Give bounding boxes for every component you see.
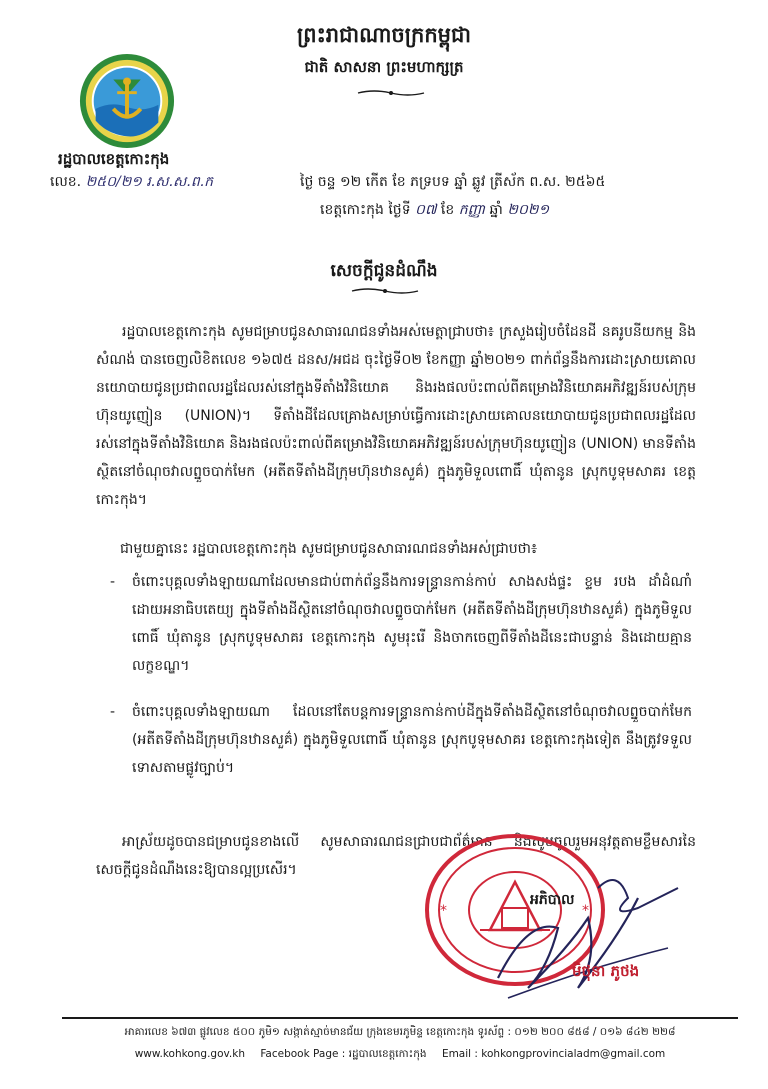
footer-address: អាគារលេខ ៦៧៣ ផ្លូវលេខ ៥០០ ភូមិ១ សង្កាត់ស្មាច់មានជ័យ ក្រុងខេមរភូមិន្ទ ខេត្តកោះកុង ទូរស័ព្ទ : ០១២ ២០០ ៨៥៨ / ០១៦ ៨៤២ ២២៨	[124, 1026, 676, 1038]
date-place-prefix: ខេត្តកោះកុង ថ្ងៃទី	[320, 202, 411, 218]
date-month: កញ្ញា	[458, 202, 486, 218]
signer-name: មិថុនា ភូថង	[572, 962, 640, 980]
reference-number: ២៥០/២១	[85, 174, 142, 190]
body-paragraph-3: អាស្រ័យដូចបានជម្រាបជូនខាងលើ សូមសាធារណជនជ្រាបជាព័ត៌មាន និងសូមចូលរួមអនុវត្តតាមខ្លឹមសារនៃសេចក្តីជូនដំណឹងនេះឱ្យបានល្អប្រសើរ។	[96, 834, 696, 878]
date-year: ២០២១	[507, 202, 550, 218]
bullet-item-1	[110, 568, 692, 680]
document-title: សេចក្តីជូនដំណឹង	[330, 261, 438, 281]
bullet-dash: -	[110, 574, 116, 590]
reference-number-line	[50, 172, 213, 193]
kingdom-heading: ព្រះរាជាណាចក្រកម្ពុជា	[296, 23, 471, 47]
footer-website-link[interactable]: www.kohkong.gov.kh	[134, 1048, 245, 1060]
footer-divider	[62, 1017, 738, 1019]
provincial-emblem-logo	[78, 52, 176, 150]
bullet-item-1-text: ចំពោះបុគ្គលទាំងឡាយណាដែលមានជាប់ពាក់ព័ន្ធនឹងការទន្ទ្រានកាន់កាប់ សាងសង់ផ្ទះ ខ្ទម របង ដាំដំណាំដោយអនាធិបតេយ្យ ក្នុងទីតាំងដីស្ថិតនៅចំណុចវាលព្នួចបាក់មែក (អតីតទីតាំងដីក្រុមហ៊ុនឋានសួគ៌) ក្នុងភូមិទួលពោធិ៍ ឃុំតានូន ស្រុកបូទុមសាគរ ខេត្តកោះកុង សូមរុះរើ និងចាកចេញពីទីតាំងដីនេះជាបន្ទាន់ និងដោយគ្មានលក្ខខណ្ឌ។	[132, 574, 692, 674]
footer-email[interactable]: Email : kohkongprovincialadm@gmail.com	[441, 1048, 666, 1060]
body-intro-2: ជាមួយគ្នានេះ រដ្ឋបាលខេត្តកោះកុង សូមជម្រាបជូនសាធារណជនទាំងអស់ជ្រាបថា៖	[120, 541, 538, 557]
body-paragraph-1: រដ្ឋបាលខេត្តកោះកុង សូមជម្រាបជូនសាធារណជនទាំងអស់មេត្តាជ្រាបថា៖ ក្រសួងរៀបចំដែនដី នគរូបនីយកម្ម និងសំណង់ បានចេញលិខិតលេខ ១៦៧៥ ដនស/អជដ ចុះថ្ងៃទី០២ ខែកញ្ញា ឆ្នាំ២០២១ ពាក់ព័ន្ធនឹងការដោះស្រាយគោលនយោបាយជូនប្រជាពលរដ្ឋដែលរស់នៅក្នុងទីតាំងវិនិយោគ និងរងផលប៉ះពាល់ពីគម្រោងវិនិយោគអភិវឌ្ឍន៍របស់ក្រុមហ៊ុនយូញៀន (UNION)។ ទីតាំងដីដែលគ្រោងសម្រាប់ធ្វើការដោះស្រាយគោលនយោបាយជូនប្រជាពលរដ្ឋដែលរស់នៅក្នុងទីតាំងវិនិយោគ និងរងផលប៉ះពាល់ពីគម្រោងវិនិយោគអភិវឌ្ឍន៍របស់ក្រុមហ៊ុនយូញៀន (UNION) មានទីតាំងស្ថិតនៅចំណុចវាលព្នួចបាក់មែក (អតីតទីតាំងដីក្រុមហ៊ុនឋានសួគ៌) ក្នុងភូមិទួលពោធិ៍ ឃុំតានូន ស្រុកបូទុមសាគរ ខេត្តកោះកុង។	[96, 324, 696, 508]
date-month-prefix: ខែ	[440, 202, 455, 218]
issuing-office-name: រដ្ឋបាលខេត្តកោះកុង	[58, 150, 170, 168]
gregorian-date	[320, 200, 549, 221]
date-year-prefix: ឆ្នាំ	[489, 202, 503, 218]
date-day: ០៧	[415, 202, 437, 218]
signer-title: អភិបាល	[530, 892, 575, 908]
reference-prefix: លេខ.	[50, 174, 82, 190]
lunar-date: ថ្ងៃ ចន្ទ ១២ កើត ខែ ភទ្របទ ឆ្នាំ ឆ្លូវ ត្រីស័ក ព.ស. ២៥៦៥	[300, 174, 606, 190]
footer-facebook: Facebook Page : រដ្ឋបាលខេត្តកោះកុង	[260, 1048, 427, 1060]
handwritten-signature	[468, 858, 688, 1008]
bullet-item-2-text: ចំពោះបុគ្គលទាំងឡាយណា ដែលនៅតែបន្តការទន្ទ្រានកាន់កាប់ដីក្នុងទីតាំងដីស្ថិតនៅចំណុចវាលព្នួចបាក់មែក (អតីតទីតាំងដីក្រុមហ៊ុនឋានសួគ៌) ក្នុងភូមិទួលពោធិ៍ ឃុំតានូន ស្រុកបូទុមសាគរ ខេត្តកោះកុងទៀត នឹងត្រូវទទួលទោសតាមផ្លូវច្បាប់។	[132, 704, 692, 776]
svg-text:*: *	[582, 903, 589, 919]
header-ornament	[356, 88, 426, 98]
national-motto: ជាតិ សាសនា ព្រះមហាក្សត្រ	[304, 58, 464, 76]
title-ornament	[350, 286, 420, 296]
reference-suffix: រ.ស.ស.ព.ក	[146, 174, 214, 190]
footer-contacts	[62, 1048, 738, 1063]
svg-text:*: *	[440, 903, 447, 919]
bullet-item-2	[110, 698, 692, 782]
bullet-dash: -	[110, 704, 116, 720]
